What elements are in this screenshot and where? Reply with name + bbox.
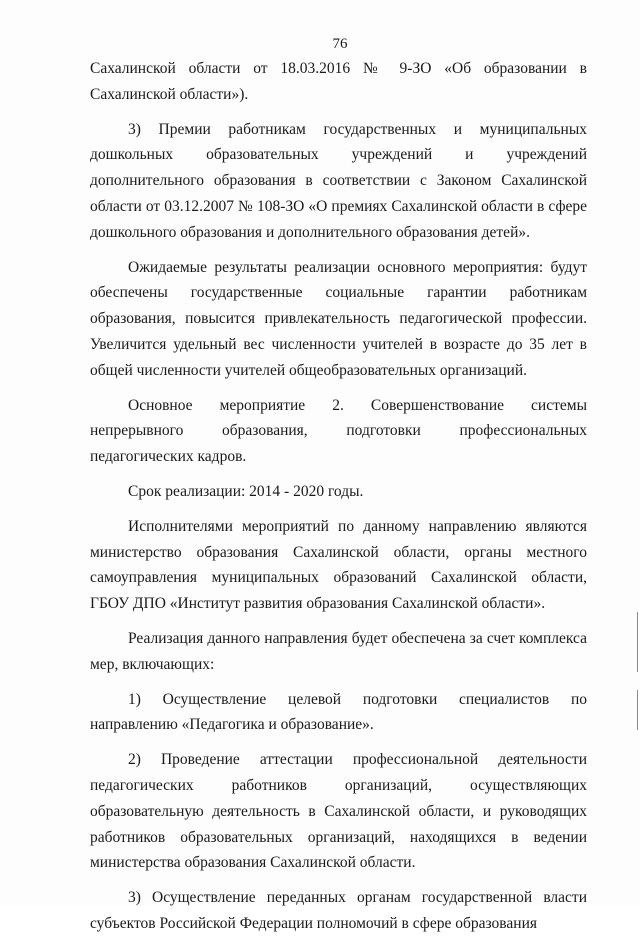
paragraph-law-reference-end: Сахалинской области от 18.03.2016 № 9-ЗО «Об образовании в Сахалинской области»). xyxy=(90,60,587,103)
paragraph-certification: 2) Проведение аттестации профессиональной деятельности педагогических работников организаций, осуществляющих образовательную деятельность в Сахалинской области, и руководящих работников образовательных организаций, находящихся в ведении министерства образования Сахалинской области. xyxy=(90,751,587,872)
scan-edge-mark xyxy=(637,612,638,672)
paragraph-targeted-training: 1) Осуществление целевой подготовки специалистов по направлению «Педагогика и образование». xyxy=(90,690,587,734)
paragraph-implementation-period: Срок реализации: 2014 - 2020 годы. xyxy=(128,482,364,500)
paragraph-measures-intro: Реализация данного направления будет обеспечена за счет комплекса мер, включающих: xyxy=(90,629,587,673)
paragraph-bonuses: 3) Премии работникам государственных и муниципальных дошкольных образовательных учреждений и учреждений дополнительного образования в соответствии с Законом Сахалинской области от 03.12.2007 № 108-ЗО «О премиях Сахалинской области в сфере дошкольного образования и дополнительного образования детей». xyxy=(90,120,587,241)
document-body xyxy=(90,56,587,937)
paragraph-executors: Исполнителями мероприятий по данному направлению являются министерство образования Сахалинской области, органы местного самоуправления муниципальных образований Сахалинской области, ГБОУ ДПО «Институт развития образования Сахалинской области». xyxy=(90,517,587,613)
page-number: 76 xyxy=(332,36,348,52)
paragraph-main-activity-2: Основное мероприятие 2. Совершенствование системы непрерывного образования, подготовки профессиональных педагогических кадров. xyxy=(90,396,587,466)
paragraph-expected-results: Ожидаемые результаты реализации основного мероприятия: будут обеспечены государственные социальные гарантии работникам образования, повысится привлекательность педагогической профессии. Увеличится удельный вес численности учителей в возрасте до 35 лет в общей численности учителей общеобразовательных организаций. xyxy=(90,258,587,379)
paragraph-delegated-powers: 3) Осуществление переданных органам государственной власти субъектов Российской Федерации полномочий в сфере образования xyxy=(90,889,587,932)
scan-edge-mark xyxy=(637,690,638,730)
